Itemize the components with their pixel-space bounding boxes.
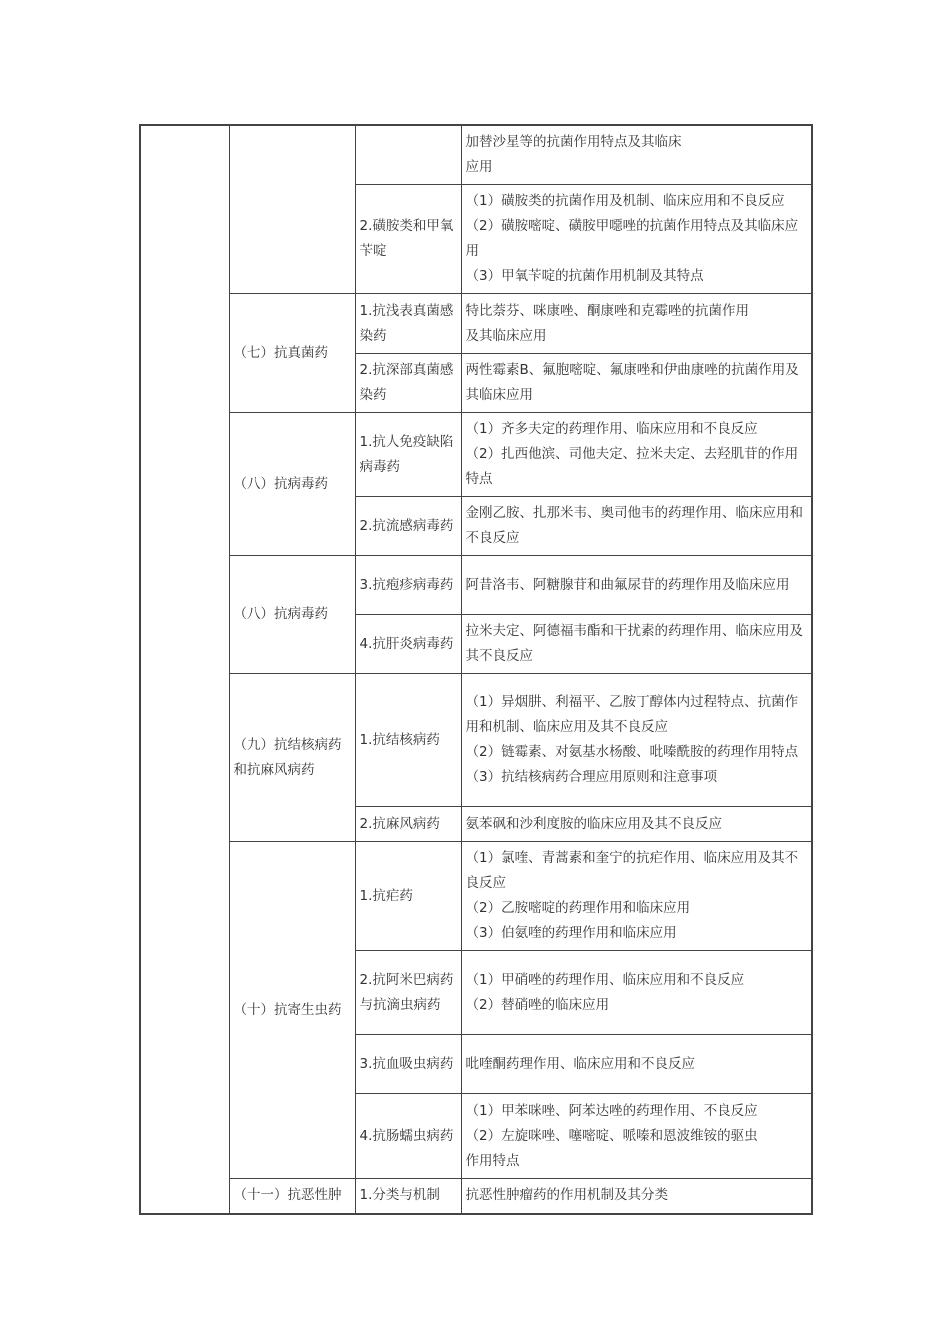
requirement-line: （2）左旋咪唑、噻嘧啶、哌嗪和恩波维铵的驱虫 bbox=[465, 1127, 758, 1144]
requirement-line: 及其临床应用 bbox=[465, 327, 547, 344]
unit-label: （八）抗病毒药 bbox=[233, 475, 328, 492]
requirement-line: 阿昔洛韦、阿糖腺苷和曲氟尿苷的药理作用及临床应用 bbox=[465, 576, 790, 593]
requirement-line: （2）乙胺嘧啶的药理作用和临床应用 bbox=[465, 900, 691, 916]
unit-label: （八）抗病毒药 bbox=[233, 606, 328, 622]
requirement-line: （2）链霉素、对氨基水杨酸、吡嗪酰胺的药理作用特点 bbox=[465, 744, 799, 760]
subunit-cell: 1.抗疟药 bbox=[355, 842, 461, 951]
requirement-line: 拉米夫定、阿德福韦酯和干扰素的药理作用、临床应用及其不良反应 bbox=[465, 623, 803, 664]
requirement-cell bbox=[461, 185, 812, 294]
requirement-line: 应用 bbox=[465, 159, 493, 175]
unit-cell bbox=[229, 842, 355, 1179]
requirement-line: （3）抗结核病药合理应用原则和注意事项 bbox=[465, 769, 718, 785]
requirement-cell bbox=[461, 951, 812, 1035]
table-row bbox=[140, 294, 812, 354]
requirement-line: 加替沙星等的抗菌作用特点及其临床 bbox=[465, 134, 682, 150]
requirement-line: （1）磺胺类的抗菌作用及机制、临床应用和不良反应 bbox=[465, 193, 785, 209]
table-row bbox=[140, 556, 812, 615]
requirement-line: （2）磺胺嘧啶、磺胺甲噁唑的抗菌作用特点及其临床应用 bbox=[465, 218, 799, 259]
requirement-line: （2）替硝唑的临床应用 bbox=[465, 996, 610, 1013]
category-cell bbox=[140, 125, 229, 1214]
subunit-cell: 4.抗肠蠕虫病药 bbox=[355, 1094, 461, 1179]
requirement-cell bbox=[461, 497, 812, 556]
requirement-line: 作用特点 bbox=[465, 1152, 520, 1169]
table-row bbox=[140, 125, 812, 185]
requirement-cell bbox=[461, 842, 812, 951]
requirement-line: 氨苯砜和沙利度胺的临床应用及其不良反应 bbox=[465, 815, 722, 832]
subunit-cell: 1.抗浅表真菌感染药 bbox=[355, 294, 461, 354]
subunit-cell: 2.磺胺类和甲氧苄啶 bbox=[355, 185, 461, 294]
table-row bbox=[140, 842, 812, 951]
subunit-cell: 3.抗疱疹病毒药 bbox=[355, 556, 461, 615]
table-row bbox=[140, 413, 812, 497]
requirement-line: 抗恶性肿瘤药的作用机制及其分类 bbox=[465, 1187, 668, 1204]
subunit-cell: 2.抗阿米巴病药与抗滴虫病药 bbox=[355, 951, 461, 1035]
requirement-line: （3）甲氧苄啶的抗菌作用机制及其特点 bbox=[465, 268, 704, 284]
requirement-cell bbox=[461, 1094, 812, 1179]
table-row bbox=[140, 1179, 812, 1214]
subunit-cell: 3.抗血吸虫病药 bbox=[355, 1035, 461, 1094]
requirement-cell bbox=[461, 294, 812, 354]
subunit-cell: 1.抗结核病药 bbox=[355, 674, 461, 807]
requirement-line: （1）甲硝唑的药理作用、临床应用和不良反应 bbox=[465, 971, 745, 988]
requirement-cell bbox=[461, 1035, 812, 1094]
table-row bbox=[140, 674, 812, 807]
requirement-line: 特比萘芬、咪康唑、酮康唑和克霉唑的抗菌作用 bbox=[465, 302, 749, 319]
requirement-cell bbox=[461, 807, 812, 842]
subunit-cell: 4.抗肝炎病毒药 bbox=[355, 615, 461, 674]
unit-label: （十）抗寄生虫药 bbox=[233, 1001, 342, 1018]
requirement-cell bbox=[461, 413, 812, 497]
unit-cell bbox=[229, 294, 355, 413]
requirement-cell bbox=[461, 674, 812, 807]
requirement-line: （1）齐多夫定的药理作用、临床应用和不良反应 bbox=[465, 421, 758, 437]
requirement-line: （1）氯喹、青蒿素和奎宁的抗疟作用、临床应用及其不良反应 bbox=[465, 850, 799, 891]
requirement-cell bbox=[461, 615, 812, 674]
unit-cell bbox=[229, 413, 355, 556]
unit-cell bbox=[229, 125, 355, 294]
requirement-line: 吡喹酮药理作用、临床应用和不良反应 bbox=[465, 1055, 695, 1072]
subunit-cell: 1.分类与机制 bbox=[355, 1179, 461, 1214]
requirement-cell bbox=[461, 354, 812, 413]
unit-label: （七）抗真菌药 bbox=[233, 344, 328, 361]
subunit-cell: 1.抗人免疫缺陷病毒药 bbox=[355, 413, 461, 497]
requirement-line: 两性霉素B、氟胞嘧啶、氟康唑和伊曲康唑的抗菌作用及其临床应用 bbox=[465, 362, 799, 403]
requirement-cell bbox=[461, 1179, 812, 1214]
subunit-cell: 2.抗流感病毒药 bbox=[355, 497, 461, 556]
requirement-line: （1）甲苯咪唑、阿苯达唑的药理作用、不良反应 bbox=[465, 1102, 758, 1119]
requirement-cell bbox=[461, 125, 812, 185]
unit-cell bbox=[229, 1179, 355, 1214]
requirement-line: 金刚乙胺、扎那米韦、奥司他韦的药理作用、临床应用和不良反应 bbox=[465, 505, 803, 546]
syllabus-table bbox=[139, 124, 813, 1215]
unit-label: （十一）抗恶性肿 bbox=[233, 1187, 342, 1204]
requirement-cell bbox=[461, 556, 812, 615]
unit-label: （九）抗结核病药和抗麻风病药 bbox=[233, 736, 342, 778]
unit-cell bbox=[229, 556, 355, 674]
subunit-cell bbox=[355, 125, 461, 185]
subunit-cell: 2.抗麻风病药 bbox=[355, 807, 461, 842]
subunit-cell: 2.抗深部真菌感染药 bbox=[355, 354, 461, 413]
requirement-line: （2）扎西他滨、司他夫定、拉米夫定、去羟肌苷的作用特点 bbox=[465, 446, 799, 487]
unit-cell bbox=[229, 674, 355, 842]
syllabus-table-body bbox=[140, 125, 812, 1214]
requirement-line: （1）异烟肼、利福平、乙胺丁醇体内过程特点、抗菌作用和机制、临床应用及其不良反应 bbox=[465, 694, 799, 735]
requirement-line: （3）伯氨喹的药理作用和临床应用 bbox=[465, 925, 677, 941]
